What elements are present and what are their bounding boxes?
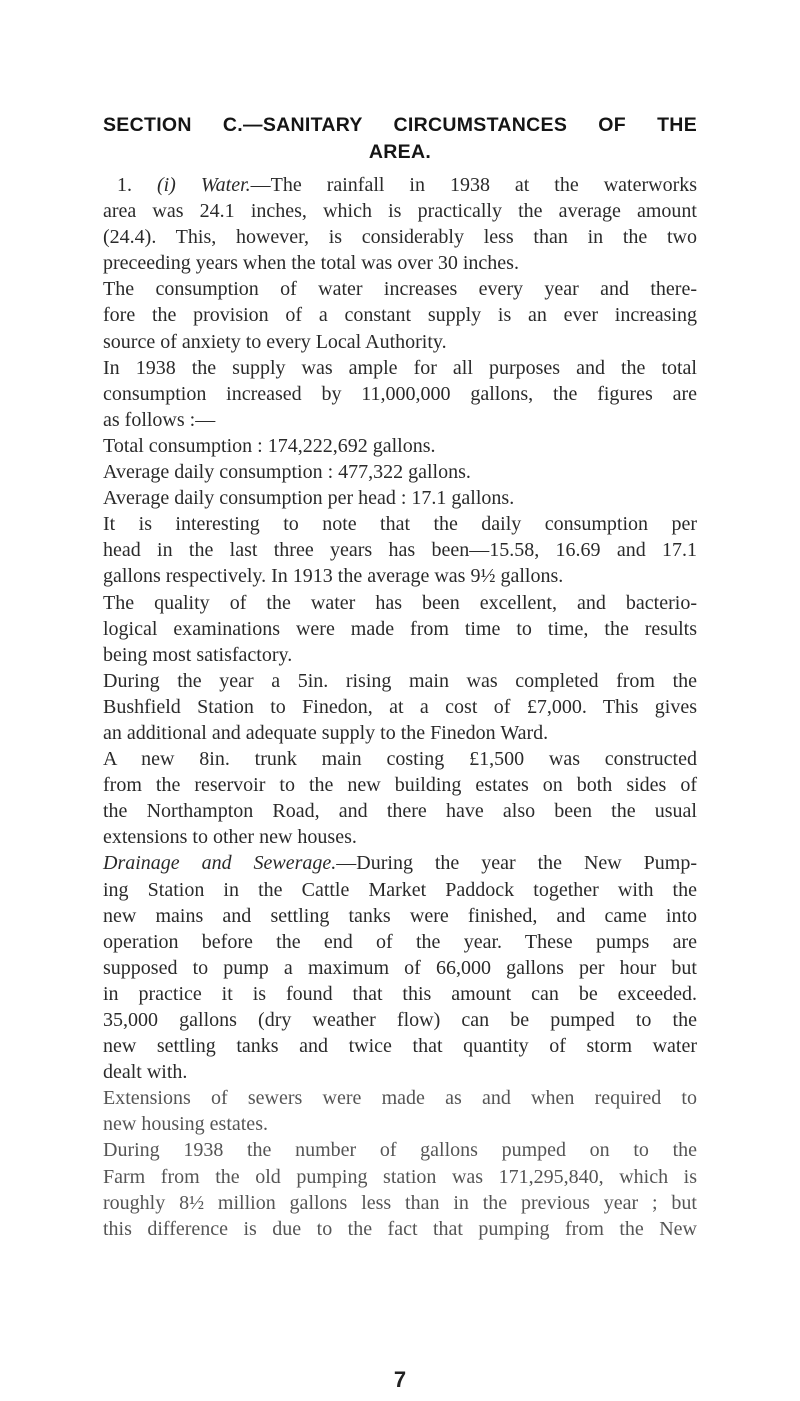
drainage-paragraph-1 bbox=[103, 850, 697, 1085]
water-paragraph-3 bbox=[103, 355, 697, 433]
text-line: new settling tanks and twice that quantity of storm water bbox=[103, 1035, 697, 1058]
text-line: extensions to other new houses. bbox=[103, 826, 357, 849]
text-line: A new 8in. trunk main costing £1,500 was constructed bbox=[103, 748, 697, 771]
drainage-title: Drainage and Sewerage. bbox=[103, 852, 337, 875]
text-line: Farm from the old pumping station was 171,295,840, which is bbox=[103, 1165, 697, 1188]
text-line: It is interesting to note that the daily consumption per bbox=[103, 513, 697, 536]
item-number: 1. bbox=[117, 174, 132, 196]
figure-line: Total consumption : 174,222,692 gallons. bbox=[103, 434, 436, 457]
text-line: In 1938 the supply was ample for all purposes and the total bbox=[103, 356, 697, 379]
text-line: roughly 8½ million gallons less than in the previous year ; but bbox=[103, 1191, 697, 1214]
text-line: this difference is due to the fact that pumping from the New bbox=[103, 1217, 697, 1240]
section-heading-line-2: AREA. bbox=[368, 141, 432, 163]
drainage-paragraph-3 bbox=[103, 1137, 697, 1241]
text-line: (24.4). This, however, is considerably less than in the two bbox=[103, 226, 697, 249]
text-line: During 1938 the number of gallons pumped on to the bbox=[103, 1139, 697, 1162]
figure-line: Average daily consumption : 477,322 gallons. bbox=[103, 461, 471, 484]
text-line: as follows :— bbox=[103, 408, 216, 431]
text-line: ing Station in the Cattle Market Paddock together with the bbox=[103, 878, 697, 901]
text-line: 35,000 gallons (dry weather flow) can be pumped to the bbox=[103, 1009, 697, 1031]
text-line: new mains and settling tanks were finished, and came into bbox=[103, 904, 697, 927]
text-line: consumption increased by 11,000,000 gallons, the figures are bbox=[103, 382, 697, 405]
text-line: supposed to pump a maximum of 66,000 gallons per hour but bbox=[103, 956, 697, 979]
text-line: The quality of the water has been excellent, and bacterio- bbox=[103, 591, 697, 614]
text-line: the Northampton Road, and there have also been the usual bbox=[103, 800, 697, 823]
drainage-paragraph-1-line-1 bbox=[103, 850, 697, 876]
text-line: The consumption of water increases every year and there- bbox=[103, 278, 697, 301]
text-line: new housing estates. bbox=[103, 1113, 268, 1136]
text-line: Extensions of sewers were made as and when required to bbox=[103, 1087, 697, 1110]
text-line: operation before the end of the year. These pumps are bbox=[103, 930, 697, 953]
water-title: Water. bbox=[200, 174, 251, 196]
text-line: During the year a 5in. rising main was completed from the bbox=[103, 669, 697, 692]
water-paragraph-4 bbox=[103, 511, 697, 589]
drainage-paragraph-2 bbox=[103, 1085, 697, 1137]
item-label: (i) bbox=[156, 174, 176, 196]
text-line: area was 24.1 inches, which is practically the average amount bbox=[103, 200, 697, 223]
page-number: 7 bbox=[393, 1367, 407, 1392]
water-paragraph-1 bbox=[103, 172, 697, 276]
line-text: —The rainfall in 1938 at the waterworks bbox=[250, 174, 698, 196]
text-line: in practice it is found that this amount can be exceeded. bbox=[103, 982, 697, 1005]
section-heading bbox=[103, 112, 697, 166]
water-paragraph-5 bbox=[103, 590, 697, 668]
water-paragraph-6 bbox=[103, 668, 697, 746]
text-line: dealt with. bbox=[103, 1061, 188, 1084]
text-line: Bushfield Station to Finedon, at a cost of £7,000. This gives bbox=[103, 695, 697, 718]
text-line: fore the provision of a constant supply is an ever increasing bbox=[103, 304, 697, 327]
figure-line: Average daily consumption per head : 17.1 gallons. bbox=[103, 487, 515, 510]
text-line: from the reservoir to the new building estates on both sides of bbox=[103, 774, 697, 797]
text-line: gallons respectively. In 1913 the average was 9½ gallons. bbox=[103, 565, 564, 588]
section-heading-line-1: SECTION C.—SANITARY CIRCUMSTANCES OF THE bbox=[103, 114, 697, 136]
text-line: being most satisfactory. bbox=[103, 643, 293, 666]
text-line: an additional and adequate supply to the Finedon Ward. bbox=[103, 721, 549, 744]
text-line: logical examinations were made from time to time, the results bbox=[103, 617, 697, 640]
text-line: head in the last three years has been—15.58, 16.69 and 17.1 bbox=[103, 539, 697, 562]
water-paragraph-7 bbox=[103, 746, 697, 850]
text-line: source of anxiety to every Local Authority. bbox=[103, 330, 447, 353]
line-text: —During the year the New Pump- bbox=[336, 852, 697, 875]
text-line: preceeding years when the total was over 30 inches. bbox=[103, 252, 519, 275]
water-consumption-figures bbox=[103, 433, 697, 511]
water-paragraph-2 bbox=[103, 276, 697, 354]
water-paragraph-1-line-1 bbox=[103, 172, 697, 198]
